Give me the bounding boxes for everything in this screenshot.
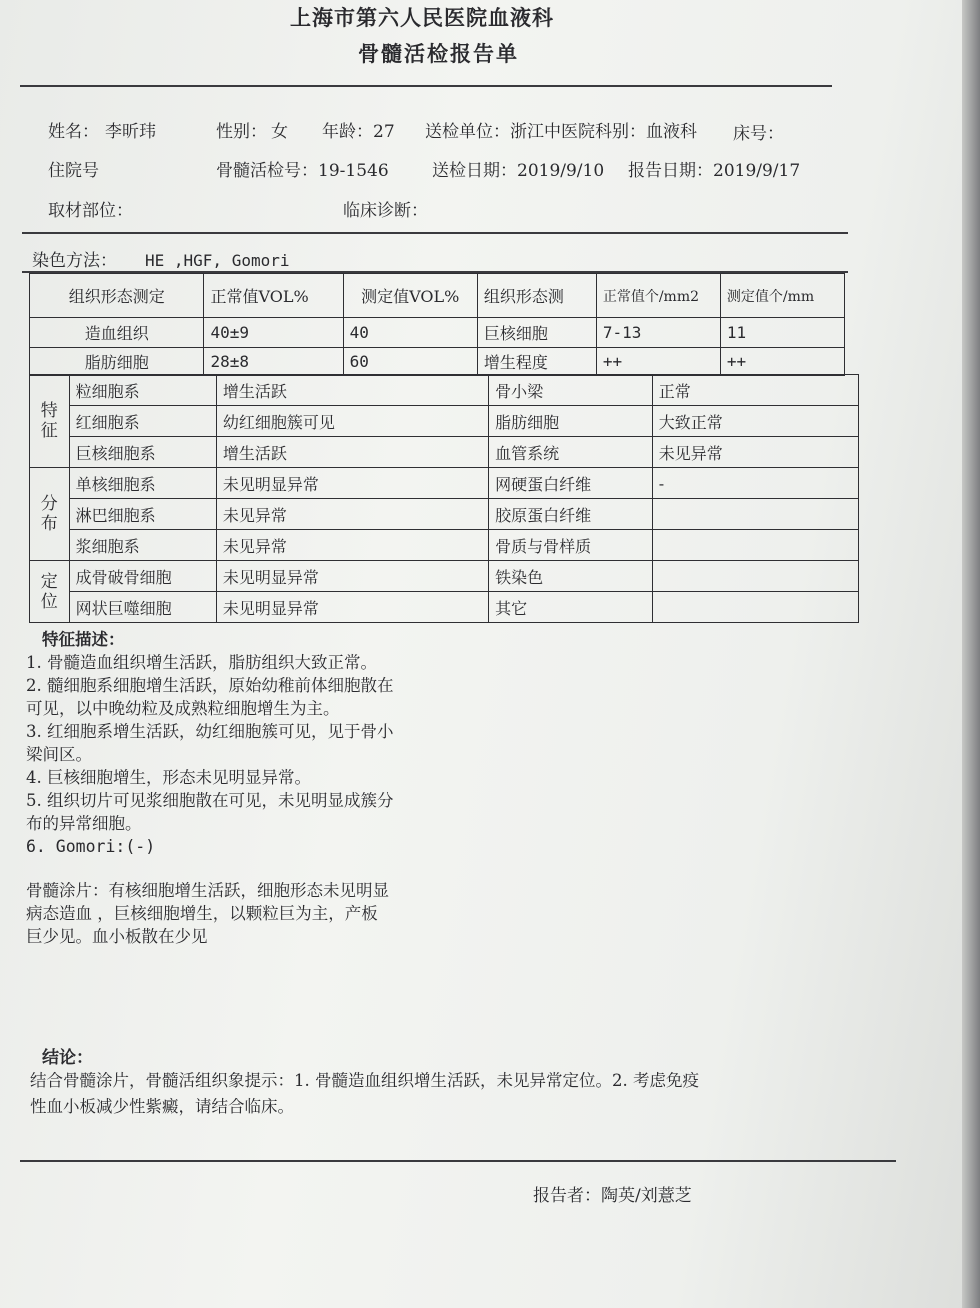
feature-item-result: 未见异常 — [652, 437, 858, 468]
biopsy-no-field — [216, 156, 389, 181]
info-divider — [22, 232, 848, 234]
conclusion-body — [30, 1068, 699, 1120]
description-line: 4. 巨核细胞增生，形态未见明显异常。 — [26, 768, 311, 787]
morph-header: 组织形态测 — [477, 274, 596, 318]
header-divider — [20, 85, 832, 87]
feature-item-result — [652, 530, 858, 561]
feature-item: 脂肪细胞 — [489, 406, 653, 437]
feature-system: 浆细胞系 — [69, 530, 216, 561]
sent-date-value: 2019/9/10 — [517, 161, 605, 181]
morph-header: 正常值个/mm2 — [596, 274, 720, 318]
description-title: 特征描述： — [42, 630, 125, 649]
description-line: 梁间区。 — [26, 745, 92, 764]
description-line: 5. 组织切片可见浆细胞散在可见，未见明显成簇分 — [26, 791, 394, 810]
morph-cell: ++ — [596, 348, 720, 376]
dept-value: 血液科 — [646, 122, 697, 142]
reporter-label: 报告者： — [533, 1186, 601, 1206]
feature-result: 未见明显异常 — [216, 468, 488, 499]
feature-item-result — [652, 561, 858, 592]
feature-result: 增生活跃 — [216, 437, 488, 468]
morph-header: 测定值VOL% — [343, 274, 477, 318]
smear-body — [26, 879, 389, 948]
feature-result: 未见异常 — [216, 499, 488, 530]
morph-cell: 40 — [343, 318, 477, 348]
morph-header: 正常值VOL% — [204, 274, 343, 318]
smear-line: 巨少见。血小板散在少见 — [26, 927, 208, 946]
morph-cell: 11 — [720, 318, 844, 348]
morph-cell: 巨核细胞 — [477, 318, 596, 348]
unit-field — [425, 117, 697, 142]
feature-table — [29, 374, 859, 623]
feature-result: 未见明显异常 — [216, 592, 488, 623]
feature-row — [30, 375, 859, 406]
feature-system: 粒细胞系 — [69, 375, 216, 406]
feature-item: 其它 — [489, 592, 653, 623]
feature-system: 巨核细胞系 — [69, 437, 216, 468]
feature-item-result: - — [652, 468, 858, 499]
report-title: 骨髓活检报告单 — [358, 41, 519, 66]
morph-cell: 60 — [343, 348, 477, 376]
morphometry-table — [29, 273, 845, 376]
feature-side-label: 分布 — [30, 468, 70, 561]
age-field — [322, 117, 395, 142]
feature-item: 血管系统 — [489, 437, 653, 468]
report-date-value: 2019/9/17 — [713, 161, 801, 181]
morph-cell: 40±9 — [204, 318, 343, 348]
morph-cell: 28±8 — [204, 348, 343, 376]
feature-system: 成骨破骨细胞 — [69, 561, 216, 592]
feature-side-label: 特征 — [30, 375, 70, 468]
description-body — [26, 651, 394, 858]
morph-header: 组织形态测定 — [30, 274, 204, 318]
feature-system: 网状巨噬细胞 — [69, 592, 216, 623]
morphometry-row — [30, 318, 845, 348]
feature-result: 幼红细胞簇可见 — [216, 406, 488, 437]
sent-date-label: 送检日期： — [432, 161, 517, 181]
description-line: 6. Gomori:(-) — [26, 837, 156, 856]
feature-result: 未见异常 — [216, 530, 488, 561]
description-line: 2. 髓细胞系细胞增生活跃，原始幼稚前体细胞散在 — [26, 676, 394, 695]
description-line: 3. 红细胞系增生活跃，幼红细胞簇可见，见于骨小 — [26, 722, 394, 741]
unit-label: 送检单位： — [425, 122, 510, 142]
feature-row — [30, 437, 859, 468]
sex-label: 性别： — [216, 122, 267, 142]
reporter-names: 陶英/刘薏芝 — [601, 1186, 692, 1206]
feature-row — [30, 499, 859, 530]
report-date-field — [628, 156, 800, 181]
feature-item: 骨小梁 — [489, 375, 653, 406]
biopsy-no-label: 骨髓活检号： — [216, 161, 318, 181]
footer-divider — [20, 1160, 896, 1162]
morph-cell: 7-13 — [596, 318, 720, 348]
unit-value: 浙江中医院 — [510, 122, 595, 142]
inpatient-label: 住院号 — [48, 161, 99, 181]
feature-item: 骨质与骨样质 — [489, 530, 653, 561]
feature-item-result: 正常 — [652, 375, 858, 406]
feature-item-result: 大致正常 — [652, 406, 858, 437]
feature-result: 未见明显异常 — [216, 561, 488, 592]
smear-line: 病态造血 ，巨核细胞增生，以颗粒巨为主，产板 — [26, 904, 378, 923]
conclusion-line: 结合骨髓涂片，骨髓活组织象提示：1. 骨髓造血组织增生活跃，未见异常定位。2. 考虑免疫 — [30, 1071, 699, 1090]
feature-item: 胶原蛋白纤维 — [489, 499, 653, 530]
morphometry-row — [30, 348, 845, 376]
feature-row — [30, 592, 859, 623]
feature-side-label: 定位 — [30, 561, 70, 623]
feature-system: 单核细胞系 — [69, 468, 216, 499]
morphometry-header-row — [30, 274, 845, 318]
site-label: 取材部位： — [48, 201, 133, 221]
hospital-name: 上海市第六人民医院血液科 — [290, 5, 554, 30]
age-label: 年龄： — [322, 122, 373, 142]
sex-field — [216, 117, 288, 142]
feature-system: 红细胞系 — [69, 406, 216, 437]
morph-cell: 脂肪细胞 — [30, 348, 204, 376]
staining-label: 染色方法： — [32, 251, 117, 271]
name-label: 姓名： — [48, 122, 99, 142]
name-value: 李昕玮 — [105, 122, 156, 142]
sex-value: 女 — [271, 122, 288, 142]
feature-system: 淋巴细胞系 — [69, 499, 216, 530]
feature-row — [30, 406, 859, 437]
feature-row — [30, 468, 859, 499]
description-line: 布的异常细胞。 — [26, 814, 142, 833]
conclusion-line: 性血小板减少性紫癜，请结合临床。 — [30, 1097, 294, 1116]
reporter-line — [533, 1181, 692, 1206]
feature-item-result — [652, 592, 858, 623]
biopsy-no-value: 19-1546 — [318, 161, 389, 181]
morph-cell: 造血组织 — [30, 318, 204, 348]
description-line: 1. 骨髓造血组织增生活跃，脂肪组织大致正常。 — [26, 653, 377, 672]
age-value: 27 — [373, 122, 395, 142]
diagnosis-label: 临床诊断： — [343, 201, 428, 221]
feature-item-result — [652, 499, 858, 530]
sent-date-field — [432, 156, 604, 181]
name-field — [48, 117, 156, 142]
feature-item: 铁染色 — [489, 561, 653, 592]
feature-row — [30, 530, 859, 561]
morph-cell: ++ — [720, 348, 844, 376]
staining-line — [32, 246, 290, 271]
report-date-label: 报告日期： — [628, 161, 713, 181]
smear-line: 骨髓涂片：有核细胞增生活跃，细胞形态未见明显 — [26, 881, 389, 900]
bed-label: 床号： — [733, 124, 784, 144]
feature-row — [30, 561, 859, 592]
staining-value: HE ,HGF, Gomori — [145, 251, 290, 270]
dept-label: 科别： — [595, 122, 646, 142]
conclusion-title: 结论： — [42, 1048, 93, 1068]
feature-result: 增生活跃 — [216, 375, 488, 406]
morph-header: 测定值个/mm — [720, 274, 844, 318]
feature-item: 网硬蛋白纤维 — [489, 468, 653, 499]
paper-edge-shadow — [962, 0, 980, 1308]
morph-cell: 增生程度 — [477, 348, 596, 376]
description-line: 可见，以中晚幼粒及成熟粒细胞增生为主。 — [26, 699, 340, 718]
